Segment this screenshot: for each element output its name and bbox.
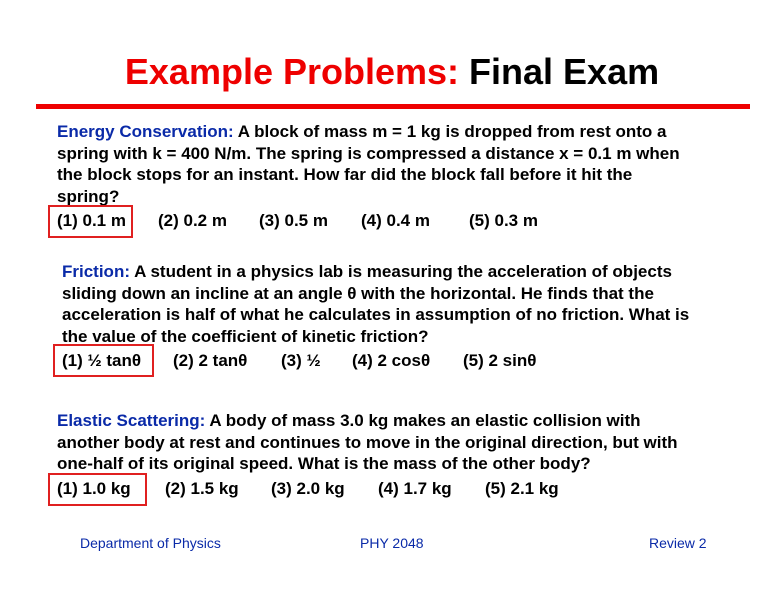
problem-topic: Energy Conservation: xyxy=(57,122,234,141)
problem-text-line: A block of mass m = 1 kg is dropped from rest onto a xyxy=(233,122,667,141)
problem-elastic-scattering xyxy=(57,410,678,475)
problem-text-line: spring with k = 400 N/m. The spring is compressed a distance x = 0.1 m when xyxy=(57,143,680,163)
problem-energy-conservation xyxy=(57,121,680,207)
answer-choice: (1) 0.1 m xyxy=(57,211,126,230)
answer-choice: (3) 2.0 kg xyxy=(271,479,345,498)
problem-text-line: the block stops for an instant. How far did the block fall before it hit the xyxy=(57,165,633,184)
problem-text-line: the value of the coefficient of kinetic friction? xyxy=(62,326,429,346)
answer-choice: (5) 2.1 kg xyxy=(485,479,559,498)
problem-text-line: A student in a physics lab is measuring the acceleration of objects xyxy=(130,262,672,281)
problem-text-line: acceleration is half of what he calculates in assumption of no friction. What is xyxy=(62,305,690,324)
problem-friction xyxy=(62,261,689,347)
footer-course: PHY 2048 xyxy=(360,535,424,551)
page-title xyxy=(0,50,784,94)
correct-answer-box xyxy=(53,344,154,377)
answer-choice: (5) 2 sinθ xyxy=(463,351,537,370)
answer-choice: (4) 2 cosθ xyxy=(352,351,431,370)
problem-text-line: A body of mass 3.0 kg makes an elastic collision with xyxy=(205,411,641,430)
answer-choice: (1) ½ tanθ xyxy=(62,351,142,370)
answer-choice: (2) 1.5 kg xyxy=(165,479,239,498)
answer-choice: (1) 1.0 kg xyxy=(57,479,131,498)
answer-choice: (3) ½ xyxy=(281,351,321,370)
answer-choice: (4) 1.7 kg xyxy=(378,479,452,498)
problem-text-line: sliding down an incline at an angle θ with the horizontal. He finds that the xyxy=(62,283,654,303)
answer-choice: (3) 0.5 m xyxy=(259,211,328,230)
answer-choice: (2) 0.2 m xyxy=(158,211,227,230)
answer-choice: (2) 2 tanθ xyxy=(173,351,248,370)
correct-answer-box xyxy=(48,473,147,506)
title-red: Example Problems: xyxy=(124,51,460,92)
answer-choice: (5) 0.3 m xyxy=(469,211,538,230)
answer-choice: (4) 0.4 m xyxy=(361,211,430,230)
footer-department: Department of Physics xyxy=(80,535,221,551)
problem-topic: Friction: xyxy=(62,262,130,281)
footer-review: Review 2 xyxy=(649,535,707,551)
title-black: Final Exam xyxy=(469,51,660,92)
title-divider xyxy=(36,104,750,109)
correct-answer-box xyxy=(48,205,133,238)
problem-text-line: another body at rest and continues to move in the original direction, but with xyxy=(57,432,678,452)
problem-topic: Elastic Scattering: xyxy=(57,411,206,430)
problem-text-line: spring? xyxy=(57,186,120,206)
problem-text-line: one-half of its original speed. What is the mass of the other body? xyxy=(57,454,591,473)
